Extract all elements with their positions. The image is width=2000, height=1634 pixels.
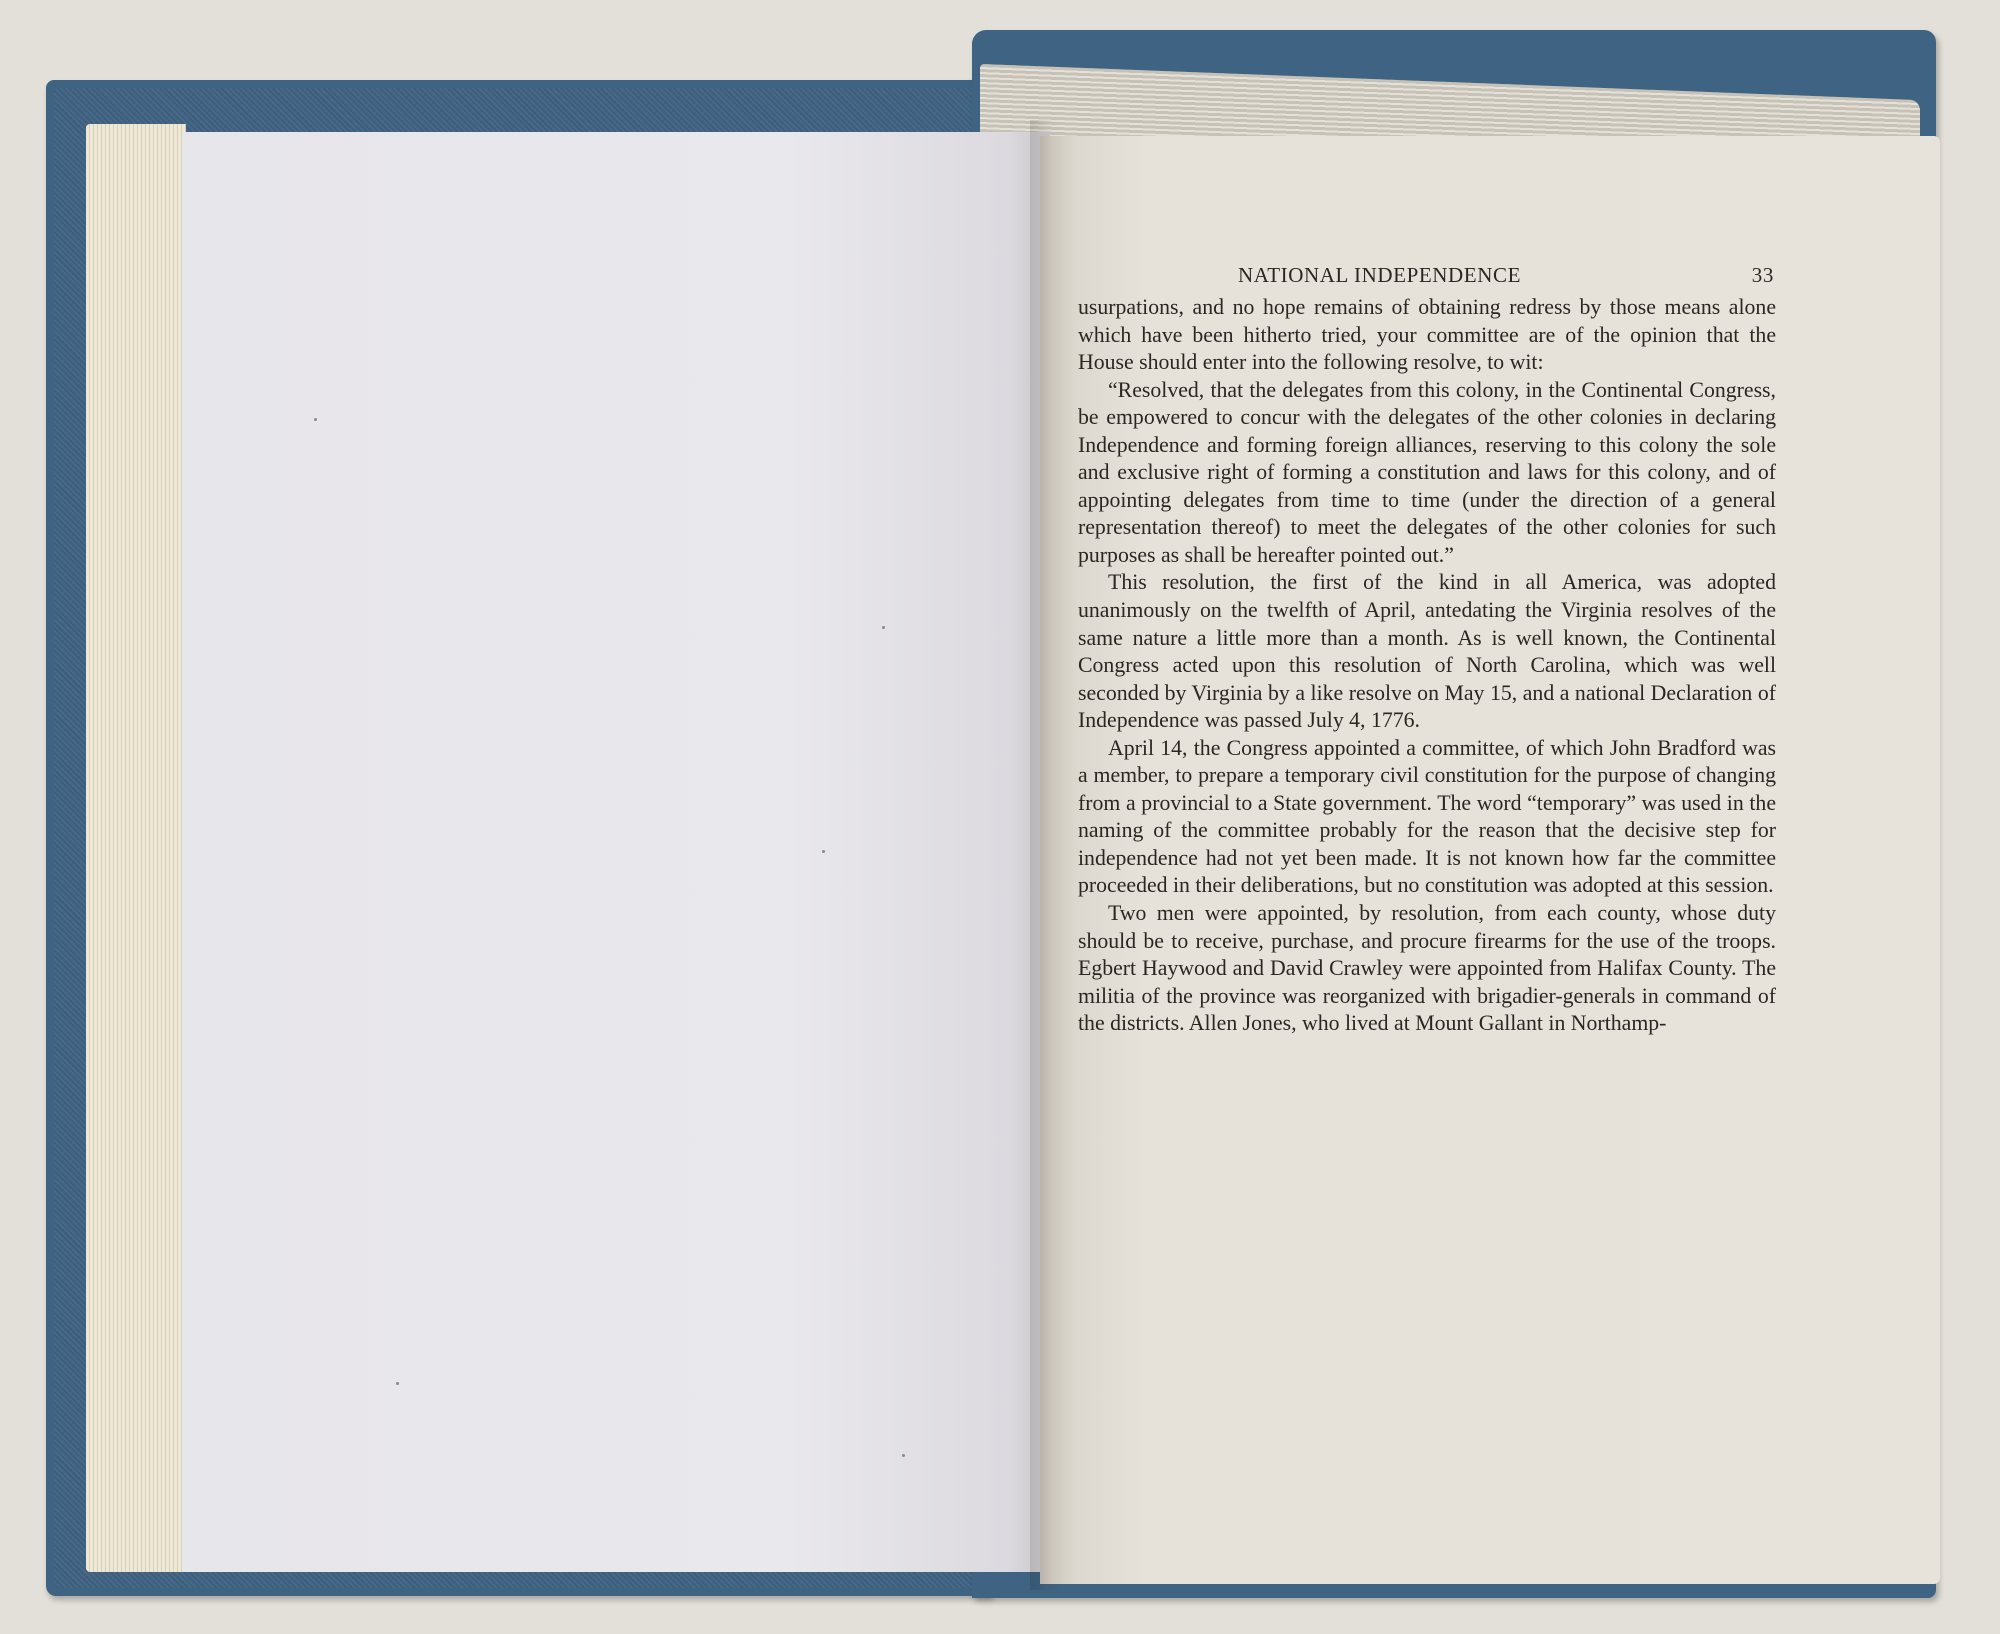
spine-gutter-shadow — [1030, 120, 1064, 1590]
paper-speck — [882, 626, 885, 629]
left-blank-page — [182, 132, 1050, 1572]
page-text-block — [1078, 262, 1776, 1038]
paragraph: April 14, the Congress appointed a committee, of which John Bradford was a member, to prepare a temporary civil constitution for the purpose of changing from a provincial to a State government. The word “temporary” was used in the naming of the committee probably for the reason that the decisive step for independence had not yet been made. It is not known how far the committee proceeded in their deliberations, but no constitution was adopted at this session. — [1078, 735, 1776, 898]
paragraph: This resolution, the first of the kind in all America, was adopted unanimously on the twelfth of April, antedating the Virginia resolves of the same nature a little more than a month. As is well known, the Continental Congress acted upon this resolution of North Carolina, which was well seconded by Virginia by a like resolve on May 15, and a national Declaration of Independence was passed July 4, 1776. — [1078, 570, 1776, 733]
paper-speck — [314, 418, 317, 421]
paragraph: Two men were appointed, by resolution, from each county, whose duty should be to receive, purchase, and procure firearms for the use of the troops. Egbert Haywood and David Crawley were appointed from Halifax County. The militia of the province was reorganized with brigadier-generals in command of the districts. Allen Jones, who lived at Mount Gallant in Northamp- — [1078, 901, 1776, 1036]
paragraph: “Resolved, that the delegates from this colony, in the Continental Congress, be empowered to concur with the delegates of the other colonies in declaring Independence and forming foreign alliances, reserving to this colony the sole and exclusive right of forming a constitution and laws for this colony, and of appointing delegates from time to time (under the direction of a general representation thereof) to meet the delegates of the other colonies for such purposes as shall be hereafter pointed out.” — [1078, 377, 1776, 567]
running-head — [1078, 262, 1776, 294]
page-number: 33 — [1751, 263, 1774, 287]
paper-speck — [822, 850, 825, 853]
paragraph: usurpations, and no hope remains of obtaining redress by those means alone which have been hitherto tried, your committee are of the opinion that the House should enter into the following resolve, to wit: — [1078, 295, 1776, 375]
paper-speck — [396, 1382, 399, 1385]
running-head-title: NATIONAL INDEPENDENCE — [1238, 263, 1522, 287]
paper-speck — [902, 1454, 905, 1457]
page-block-left-edges — [86, 124, 186, 1572]
